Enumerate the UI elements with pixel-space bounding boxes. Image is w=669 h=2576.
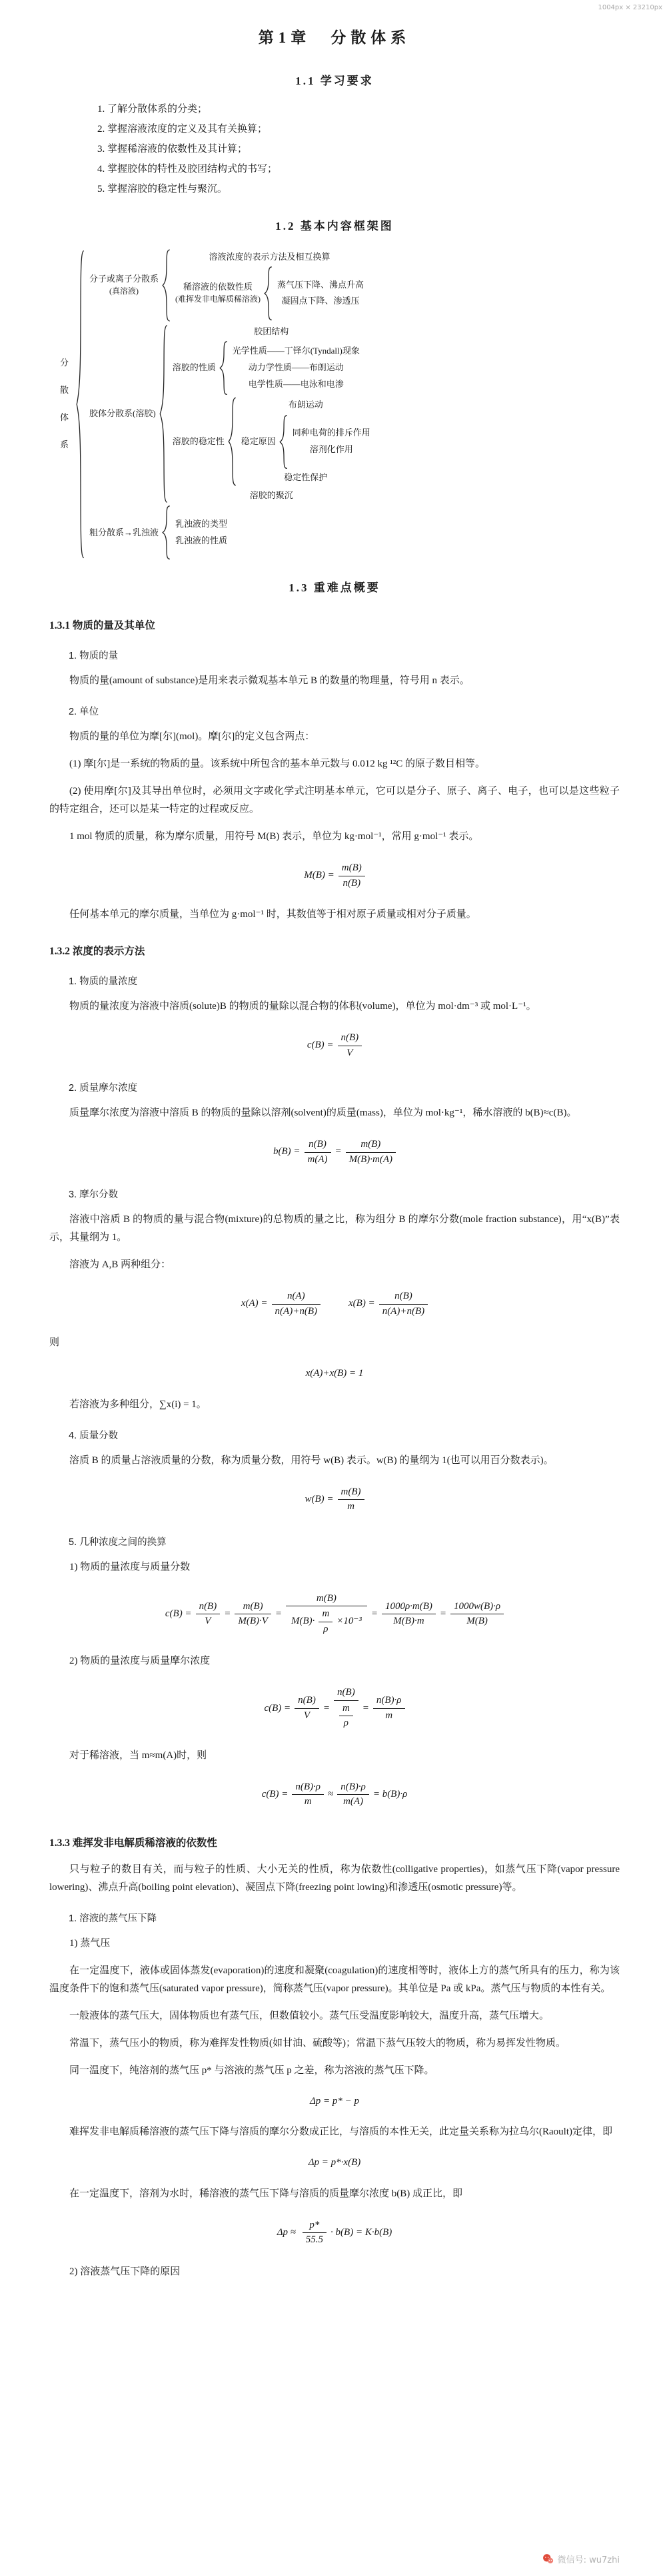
fraction <box>338 1031 362 1060</box>
paragraph: 难挥发非电解质稀溶液的蒸气压下降与溶质的摩尔分数成正比，与溶质的本性无关，此定量关系称为拉乌尔(Raoult)定律，即 <box>69 2126 612 2138</box>
tree-node-label <box>173 326 370 338</box>
paragraph: 1) 蒸气压 <box>69 1937 111 1949</box>
tree-node-text: 稀溶液的依数性质 <box>183 282 253 292</box>
fraction-denominator: n(A)+n(B) <box>382 1305 425 1317</box>
tree-leaf-label <box>277 278 364 292</box>
tree-children <box>241 397 370 486</box>
tree-leaf-label <box>241 398 370 413</box>
paragraph: (2) 使用摩[尔]及其导出单位时，必须用文字或化学式注明基本单元，它可以是分子、原子、离子、电子，也可以是这些粒子的特定组合，还可以是某一特定的过程或反应。 <box>49 786 620 815</box>
paragraph: 对于稀溶液，当 m≈m(A)时，则 <box>69 1750 207 1761</box>
paragraph: 若溶液为多种组分，∑x(i) = 1。 <box>69 1399 207 1410</box>
fraction-numerator: p* <box>303 2218 327 2234</box>
brace-icon <box>76 248 85 561</box>
fraction-numerator: m(B) <box>338 861 365 876</box>
paragraph: (1) 摩[尔]是一系统的物质的量。该系统中所包含的基本单元数与 0.012 kg ¹²C 的原子数目相等。 <box>69 759 485 770</box>
formula-text: c(B) = <box>264 1702 291 1714</box>
formula-mass-fraction <box>49 1485 620 1514</box>
tree-leaf-label <box>173 324 370 339</box>
tree-node <box>241 415 370 469</box>
tree-node <box>89 249 370 322</box>
brace-icon <box>228 397 237 486</box>
fraction-numerator: 1000ρ·m(B) <box>382 1600 436 1615</box>
formula-text: Δp = p*·x(B) <box>308 2157 361 2168</box>
point-heading: 2. 单位 <box>69 707 99 718</box>
fraction-numerator: m <box>319 1607 333 1622</box>
tree-node <box>89 505 370 559</box>
tree-node-text: 电学性质——电泳和电渗 <box>248 378 344 389</box>
formula-molality <box>49 1137 620 1167</box>
tree-node-label <box>89 408 156 420</box>
formula-text: ≈ <box>327 1788 334 1799</box>
tree-node <box>89 324 370 504</box>
fraction <box>272 1289 321 1319</box>
paragraph: 物质的量的单位为摩[尔](mol)。摩[尔]的定义包含两点： <box>69 731 315 743</box>
fraction <box>196 1600 221 1629</box>
learning-requirements-list <box>97 99 620 200</box>
requirement-item: 2. 掌握溶液浓度的定义及其有关换算； <box>97 124 268 135</box>
fraction-numerator: n(B) <box>379 1289 428 1305</box>
formula-text: = <box>224 1608 231 1620</box>
formula-text: ×10⁻³ <box>336 1616 362 1627</box>
tree-node-label <box>89 527 159 539</box>
fraction-numerator: n(B)·ρ <box>373 1694 405 1709</box>
tree-node-text: 溶剂化作用 <box>309 444 353 455</box>
formula-text: x(A) = <box>241 1298 268 1309</box>
tree-node-text: 光学性质——丁铎尔(Tyndall)现象 <box>232 346 360 356</box>
fraction-denominator: V <box>205 1616 211 1627</box>
paragraph: 同一温度下，纯溶剂的蒸气压 p* 与溶液的蒸气压 p 之差，称为溶液的蒸气压下降。 <box>69 2065 434 2076</box>
paragraph: 一般液体的蒸气压大，固体物质也有蒸气压，但数值较小。蒸气压受温度影响较大，温度升高，蒸气压增大。 <box>69 2010 550 2021</box>
brace-icon <box>162 505 171 559</box>
wechat-icon <box>542 2553 554 2565</box>
fraction-numerator: n(B) <box>305 1137 331 1153</box>
tree-node-text: 胶团结构 <box>254 326 289 336</box>
tree-node-text: 蒸气压下降、沸点升高 <box>277 279 364 290</box>
tree-children <box>89 248 370 561</box>
paragraph: 在一定温度下，溶剂为水时，稀溶液的蒸气压下降与溶质的质量摩尔浓度 b(B) 成正比，即 <box>69 2188 462 2199</box>
requirement-item: 1. 了解分散体系的分类； <box>97 104 208 115</box>
fraction-numerator: m <box>339 1702 353 1717</box>
formula-text: = <box>362 1702 369 1714</box>
tree-node <box>175 266 364 320</box>
fraction-numerator: n(A) <box>272 1289 321 1305</box>
paragraph: 在一定温度下，液体或固体蒸发(evaporation)的速度和凝聚(coagulation)的速度相等时，液体上方的蒸气所具有的压力，称为该温度条件下的饱和蒸气压(saturated vapor pressure)，简称蒸气压(vapor pressure)。其单位是 Pa 或 kPa。蒸气压与物质的本性有关。 <box>49 1965 620 1994</box>
tree-children <box>175 516 227 549</box>
formula-text: = <box>370 1608 378 1620</box>
fraction <box>338 861 365 890</box>
formula-text: = <box>334 1146 342 1157</box>
fraction-numerator: n(B) <box>338 1031 362 1046</box>
paragraph: 溶液为 A,B 两种组分： <box>69 1259 171 1271</box>
tree-node-text: 溶胶的聚沉 <box>249 489 293 500</box>
point-heading: 1. 物质的量浓度 <box>69 976 138 988</box>
tree-leaf-label <box>277 294 364 309</box>
tree-node-text: 溶胶的性质 <box>172 362 216 373</box>
tree-leaf-label <box>233 344 360 359</box>
brace-icon <box>219 341 228 395</box>
fraction-numerator: 1000w(B)·ρ <box>450 1600 504 1615</box>
chapter-title: 第1章 分散体系 <box>258 29 411 46</box>
fraction-denominator: V <box>346 1047 353 1058</box>
tree-leaf-label <box>241 471 370 485</box>
fraction <box>337 1780 369 1809</box>
paragraph: 溶液中溶质 B 的物质的量与混合物(mixture)的总物质的量之比，称为组分 B 的摩尔分数(mole fraction substance)，用“x(B)”表示，其量纲为 1。 <box>49 1214 620 1243</box>
tree-node-text: 乳浊液的类型 <box>175 519 228 529</box>
fraction-denominator: M(B)·m(A) <box>348 1153 393 1165</box>
paragraph: 2) 物质的量浓度与质量摩尔浓度 <box>69 1656 211 1667</box>
requirement-item: 4. 掌握胶体的特性及胶团结构式的书写； <box>97 164 278 174</box>
fraction <box>303 2218 327 2248</box>
tree-leaf-label <box>233 377 360 392</box>
brace-icon <box>162 249 171 322</box>
tree-node-text: 动力学性质——布朗运动 <box>248 362 344 373</box>
paragraph: 任何基本单元的摩尔质量，当单位为 g·mol⁻¹ 时，其数值等于相对原子质量或相对分子质量。 <box>69 909 476 920</box>
tree-children <box>277 277 364 310</box>
formula-text: = <box>323 1702 330 1714</box>
formula-text: Δp ≈ <box>277 2226 299 2238</box>
formula-text: = <box>275 1608 283 1620</box>
fraction <box>319 1607 333 1636</box>
point-heading: 2. 质量摩尔浓度 <box>69 1083 138 1094</box>
tree-node-label <box>175 518 227 531</box>
fraction <box>286 1592 367 1638</box>
fraction <box>292 1780 324 1809</box>
fraction-numerator: m(B) <box>338 1485 364 1500</box>
tree-node-label <box>175 281 261 305</box>
formula-text: c(B) = <box>261 1788 289 1799</box>
tree-node-text: 溶液浓度的表示方法及相互换算 <box>209 251 331 262</box>
fraction <box>235 1600 271 1629</box>
paragraph: 1 mol 物质的质量，称为摩尔质量，用符号 M(B) 表示，单位为 kg·mol⁻¹，常用 g·mol⁻¹ 表示。 <box>69 831 479 842</box>
point-heading: 4. 质量分数 <box>69 1430 119 1441</box>
tree-children <box>233 343 360 393</box>
paragraph: 常温下，蒸气压小的物质，称为难挥发性物质(如甘油、硫酸等)；常温下蒸气压较大的物质，称为易挥发性物质。 <box>69 2037 566 2049</box>
formula-text: M(B) = <box>304 870 334 881</box>
formula-molar-concentration <box>49 1031 620 1060</box>
formula-text: x(B) = <box>348 1298 375 1309</box>
tree-children <box>293 425 370 458</box>
tree-node <box>59 248 620 561</box>
point-heading: 1. 物质的量 <box>69 651 119 662</box>
fraction <box>379 1289 428 1319</box>
tree-node-text: 稳定性保护 <box>284 472 328 483</box>
formula-text: · b(B) = K·b(B) <box>331 2226 392 2238</box>
tree-node-label <box>173 436 225 448</box>
fraction-denominator: m <box>385 1710 393 1721</box>
tree-node-text: 溶胶的稳定性 <box>172 436 225 446</box>
tree-node-text: 同种电荷的排斥作用 <box>292 428 370 438</box>
fraction <box>339 1702 353 1731</box>
fraction-denominator: 55.5 <box>305 2234 324 2246</box>
tree-leaf-label <box>293 426 370 441</box>
section-title-1-1: 1.1 学习要求 <box>295 75 374 87</box>
paragraph: 质量摩尔浓度为溶液中溶质 B 的物质的量除以溶剂(solvent)的质量(mass)，单位为 mol·kg⁻¹，稀水溶液的 b(B)≈c(B)。 <box>69 1108 577 1119</box>
fraction-denominator: ρ <box>323 1623 329 1634</box>
formula-vapor-pressure-lowering <box>49 2095 620 2108</box>
fraction-denominator: m <box>304 1796 312 1807</box>
paragraph: 2) 溶液蒸气压下降的原因 <box>69 2266 181 2277</box>
tree-node-label <box>233 345 360 358</box>
tree-root-char: 体 <box>60 412 69 423</box>
fraction-numerator: n(B) <box>196 1600 221 1615</box>
fraction <box>373 1694 405 1723</box>
formula-text: = b(B)·ρ <box>372 1788 408 1799</box>
tree-leaf-label <box>175 534 227 549</box>
formula-dilute-approximation <box>49 1780 620 1809</box>
fraction-denominator: m(A) <box>343 1796 364 1807</box>
subsection-title-1-3-3: 1.3.3 难挥发非电解质稀溶液的依数性 <box>49 1837 217 1849</box>
tree-node-label <box>293 427 370 440</box>
tree-root-char: 系 <box>60 439 69 450</box>
tree-leaf-label <box>173 488 370 503</box>
fraction-denominator: m <box>347 1501 354 1512</box>
tree-children <box>175 249 364 322</box>
tree-node-label <box>277 279 364 292</box>
fraction-denominator: n(A)+n(B) <box>275 1305 317 1317</box>
fraction-numerator: n(B) <box>334 1686 358 1701</box>
tree-node-text: 乳浊液的性质 <box>175 535 228 546</box>
fraction <box>334 1686 358 1732</box>
requirement-item: 3. 掌握稀溶液的依数性及其计算； <box>97 144 248 155</box>
fraction-denominator <box>286 1606 367 1637</box>
section-title-1-2: 1.2 基本内容框架图 <box>275 220 394 232</box>
paragraph: 物质的量浓度为溶液中溶质(solute)B 的物质的量除以混合物的体积(volume)，单位为 mol·dm⁻³ 或 mol·L⁻¹。 <box>69 1001 536 1012</box>
formula-text: M(B)· <box>291 1616 315 1627</box>
formula-text: b(B) = <box>273 1146 301 1157</box>
fraction-denominator <box>334 1701 358 1732</box>
formula-mole-fractions <box>49 1289 620 1319</box>
fraction-denominator: M(B)·V <box>238 1616 268 1627</box>
subsection-title-1-3-1: 1.3.1 物质的量及其单位 <box>49 620 155 632</box>
formula-text: c(B) = <box>165 1608 192 1620</box>
tree-node-label <box>293 444 370 456</box>
paragraph: 1) 物质的量浓度与质量分数 <box>69 1561 191 1572</box>
formula-raoult-law <box>49 2156 620 2170</box>
page-size-label: 1004px × 23210px <box>598 4 662 11</box>
fraction <box>305 1137 331 1167</box>
tree-node-label <box>175 535 227 547</box>
point-heading: 3. 摩尔分数 <box>69 1189 119 1201</box>
tree-node-label <box>277 295 364 308</box>
tree-node-label <box>59 350 70 458</box>
watermark <box>542 2534 620 2565</box>
fraction <box>450 1600 504 1629</box>
tree-node-label <box>241 399 370 412</box>
tree-node <box>173 341 370 395</box>
fraction <box>338 1485 364 1514</box>
tree-node-text: 胶体分散系(溶胶) <box>89 408 156 418</box>
tree-node-label <box>233 362 360 374</box>
tree-node-subtext: (难挥发非电解质稀溶液) <box>175 294 261 304</box>
tree-node-label <box>175 251 364 264</box>
formula-molar-mass <box>49 861 620 890</box>
tree-node-text: 凝固点下降、渗透压 <box>281 296 360 306</box>
tree-node-label <box>233 378 360 391</box>
tree-children <box>173 324 370 504</box>
fraction-denominator: m(A) <box>307 1153 328 1165</box>
tree-node-subtext: (真溶液) <box>109 286 139 296</box>
tree-node-label <box>173 489 370 502</box>
tree-root-char: 散 <box>60 385 69 396</box>
brace-icon <box>159 324 168 504</box>
tree-node-label <box>89 273 159 297</box>
formula-text: x(A)+x(B) = 1 <box>305 1368 364 1379</box>
tree-node-text: 稳定原因 <box>241 436 276 446</box>
tree-leaf-label <box>293 443 370 458</box>
formula-text <box>325 1297 344 1311</box>
tree-node-label <box>241 472 370 484</box>
paragraph: 溶质 B 的质量占溶液质量的分数，称为质量分数，用符号 w(B) 表示。w(B) 的量纲为 1(也可以用百分数表示)。 <box>69 1454 554 1466</box>
tree-node <box>173 397 370 486</box>
fraction-denominator: ρ <box>343 1718 348 1729</box>
fraction <box>346 1137 396 1167</box>
formula-text: w(B) = <box>305 1493 334 1504</box>
fraction-numerator: n(B) <box>295 1694 319 1709</box>
tree-node-label <box>173 362 216 374</box>
tree-root-char: 分 <box>60 358 69 368</box>
tree-leaf-label <box>175 250 364 264</box>
formula-text: = <box>439 1608 447 1620</box>
tree-leaf-label <box>233 361 360 376</box>
subsection-title-1-3-2: 1.3.2 浓度的表示方法 <box>49 946 145 958</box>
fraction-denominator: n(B) <box>342 877 361 888</box>
fraction-numerator: n(B)·ρ <box>337 1780 369 1795</box>
fraction-denominator: M(B)·m <box>393 1616 424 1627</box>
tree-node-text: 布朗运动 <box>288 400 323 410</box>
point-heading: 1. 溶液的蒸气压下降 <box>69 1913 157 1924</box>
formula-concentration-massfraction-conversion <box>49 1592 620 1638</box>
tree-node-label <box>241 436 276 448</box>
formula-text: c(B) = <box>307 1040 334 1051</box>
watermark-text: 微信号: wu7zhi <box>557 2555 620 2565</box>
fraction-denominator: V <box>303 1710 311 1721</box>
paragraph: 物质的量(amount of substance)是用来表示微观基本单元 B 的数量的物理量，符号用 n 表示。 <box>69 675 470 687</box>
framework-diagram <box>59 248 620 561</box>
requirement-item: 5. 掌握溶胶的稳定性与聚沉。 <box>97 184 228 194</box>
section-title-1-3: 1.3 重难点概要 <box>289 581 380 595</box>
fraction <box>382 1600 436 1629</box>
fraction-denominator: M(B) <box>466 1616 488 1627</box>
tree-node-text: 粗分散系→乳浊液 <box>89 527 159 537</box>
fraction-numerator: m(B) <box>235 1600 271 1615</box>
formula-concentration-molality-conversion <box>49 1686 620 1732</box>
fraction-numerator: m(B) <box>346 1137 396 1153</box>
tree-node-text: 分子或离子分散系 <box>89 273 159 284</box>
formula-raoult-molality <box>49 2218 620 2248</box>
fraction-numerator: m(B) <box>286 1592 367 1607</box>
paragraph: 只与粒子的数目有关，而与粒子的性质、大小无关的性质，称为依数性(colligative properties)，如蒸气压下降(vapor pressure lowering)、沸点升高(boiling point elevation)、凝固点下降(freezing point lowing)和渗透压(osmotic pressure)等。 <box>49 1863 620 1893</box>
formula-text: Δp = p* − p <box>309 2095 360 2106</box>
paragraph: 则 <box>49 1337 60 1349</box>
point-heading: 5. 几种浓度之间的换算 <box>69 1536 167 1548</box>
formula-mole-fraction-sum <box>49 1367 620 1381</box>
tree-leaf-label <box>175 517 227 532</box>
brace-icon <box>279 415 288 469</box>
fraction-numerator: n(B)·ρ <box>292 1780 324 1795</box>
brace-icon <box>264 266 273 320</box>
fraction <box>295 1694 319 1723</box>
